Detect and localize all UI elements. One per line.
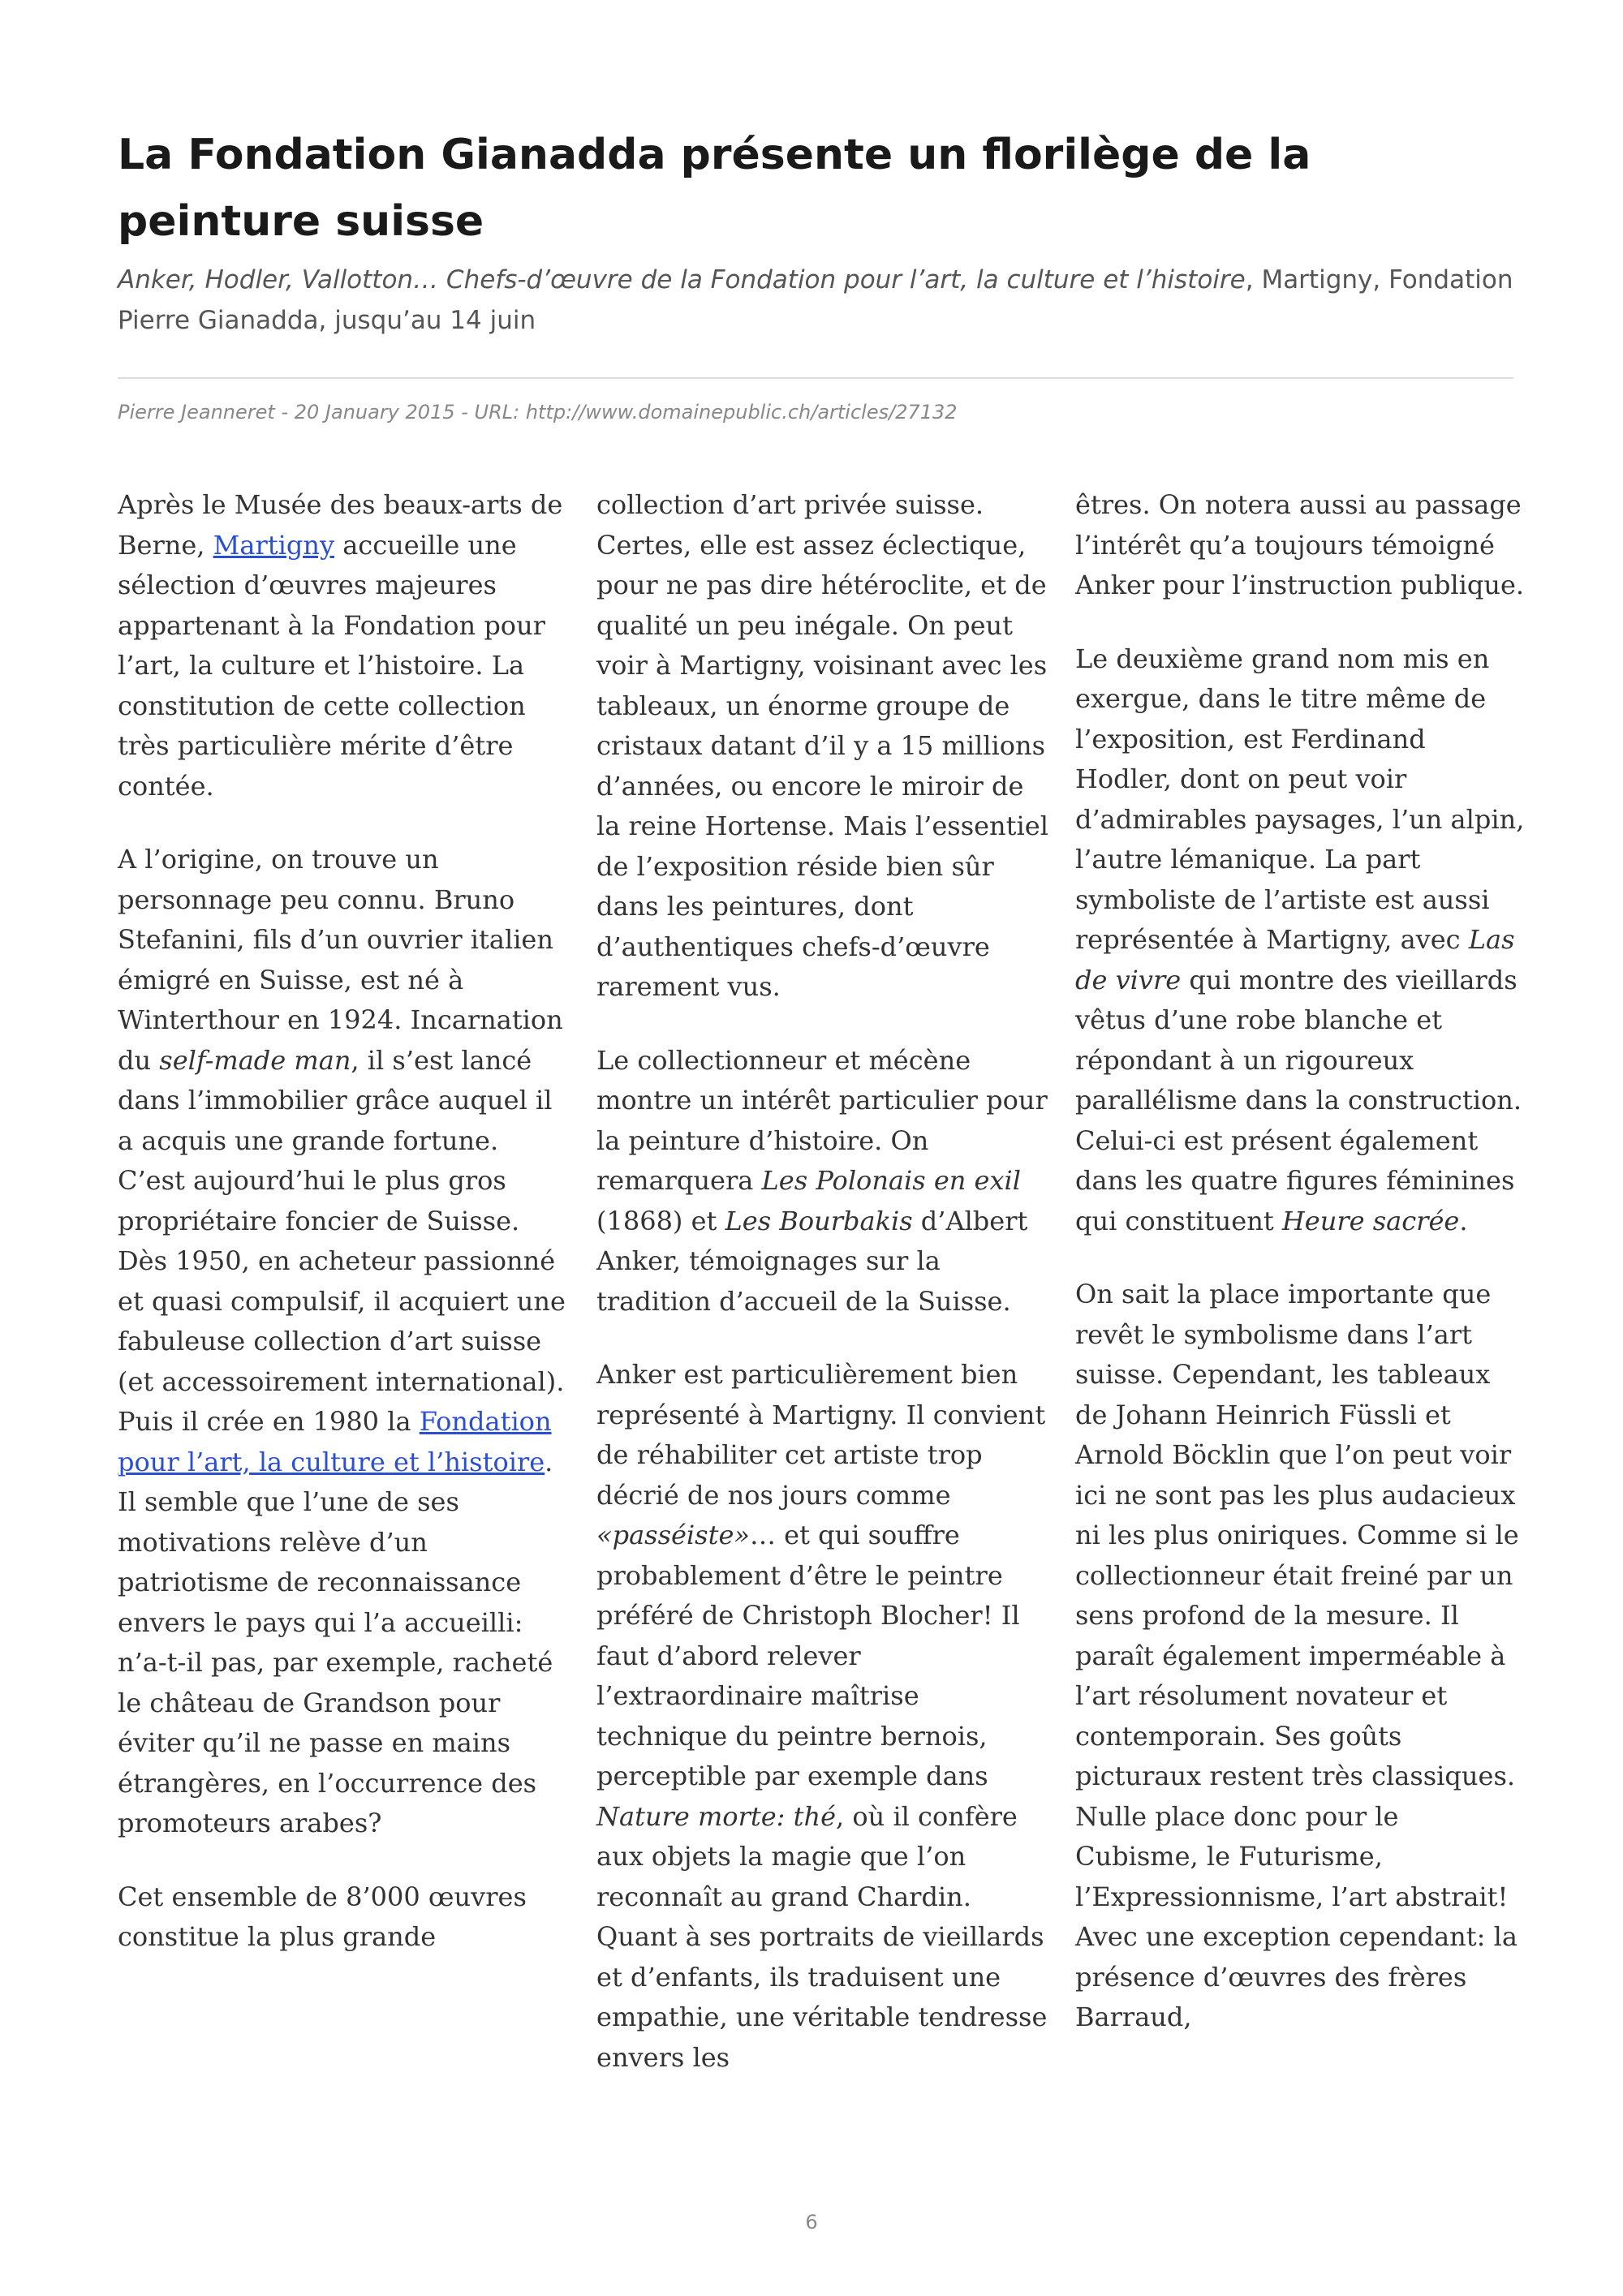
paragraph	[118, 840, 572, 1844]
paragraph: collection d’art privée suisse. Certes, elle est assez éclectique, pour ne pas dire hétéroclite, et de qualité un peu inégale. On peut voir à Martigny, voisinant avec les tableaux, un énorme groupe de cristaux datant d’il y a 15 millions d’années, ou encore le miroir de la reine Hortense. Mais l’essentiel de l’exposition réside bien sûr dans les peintures, dont d’authentiques chefs-d’œuvre rarement vus.	[596, 489, 1048, 1002]
text-run: , où il confère aux objets la magie que l’on reconnaît au grand Chardin. Quant à ses portraits de vieillards et d’enfants, ils traduisent une empathie, une véritable tendresse envers les	[596, 1800, 1048, 2073]
paragraph: On sait la place importante que revêt le symbolisme dans l’art suisse. Cependant, les tableaux de Johann Heinrich Füssli et Arnold Böcklin que l’on peut voir ici ne sont pas les plus audacieux ni les plus oniriques. Comme si le collectionneur était freiné par un sens profond de la mesure. Il paraît également imperméable à l’art résolument novateur et contemporain. Ses goûts picturaux restent très classiques. Nulle place donc pour le Cubisme, le Futurisme, l’Expressionnisme, l’art abstrait! Avec une exception cependant: la présence d’œuvres des frères Barraud,	[1075, 1279, 1519, 2032]
martigny-link[interactable]: Martigny	[213, 529, 335, 561]
exhibition-name: Anker, Hodler, Vallotton… Chefs-d’œuvre de la Fondation pour l’art, la culture et l’histoire	[118, 265, 1246, 295]
text-run: Le deuxième grand nom mis en exergue, dans le titre même de l’exposition, est Ferdinand Hodler, dont on peut voir d’admirables paysages, l’un alpin, l’autre lémanique. La part symboliste de l’artiste est aussi représentée à Martigny, avec	[1075, 643, 1525, 955]
emphasis: Les Polonais en exil	[761, 1165, 1021, 1196]
fondation-link[interactable]: Fondation pour l’art, la culture et l’histoire	[118, 1406, 552, 1477]
emphasis: Las de vivre	[1075, 924, 1515, 995]
emphasis: Nature morte: thé	[596, 1800, 837, 1832]
text-run: .	[1459, 1205, 1468, 1236]
paragraph	[1075, 639, 1530, 1242]
text-run: d’Albert Anker, témoignages sur la tradition d’accueil de la Suisse.	[596, 1205, 1028, 1317]
paragraph	[118, 485, 572, 806]
page-number: 6	[805, 2211, 818, 2234]
text-run: Anker est particulièrement bien représenté à Martigny. Il convient de réhabiliter cet artiste trop décrié de nos jours comme	[596, 1359, 1046, 1511]
column-1	[118, 485, 572, 1991]
column-2	[596, 485, 1051, 2111]
column-3	[1075, 485, 1530, 2071]
paragraph	[596, 1355, 1051, 2078]
text-run: . Il semble que l’une de ses motivations relève d’un patriotisme de reconnaissance envers le pays qui l’a accueilli: n’a-t-il pas, par exemple, racheté le château de Grandson pour éviter qu’il ne passe en mains étrangères, en l’occurrence des promoteurs arabes?	[118, 1446, 553, 1838]
emphasis: «passéiste»	[596, 1520, 750, 1550]
text-run: Après le Musée des beaux-arts de Berne,	[118, 489, 563, 561]
text-run: A l’origine, on trouve un personnage peu connu. Bruno Stefanini, fils d’un ouvrier italien émigré en Suisse, est né à Winterthour en 1924. Incarnation du	[118, 844, 563, 1076]
paragraph: Cet ensemble de 8’000 œuvres constitue la plus grande	[118, 1881, 527, 1952]
emphasis: self-made man	[159, 1044, 351, 1076]
article-meta: Pierre Jeanneret - 20 January 2015 - URL: http://www.domainepublic.ch/articles/27132	[118, 401, 958, 424]
text-run: qui montre des vieillards vêtus d’une robe blanche et répondant à un rigoureux parallélisme dans la construction. Celui-ci est présent également dans les quatre figures féminines qui constituent	[1075, 964, 1522, 1236]
text-run: Le collectionneur et mécène montre un intérêt particulier pour la peinture d’histoire. On remarquera	[596, 1044, 1048, 1196]
emphasis: Les Bourbakis	[725, 1205, 913, 1236]
emphasis: Heure sacrée	[1281, 1205, 1460, 1236]
article-subtitle	[118, 260, 1513, 341]
text-run: , il s’est lancé dans l’immobilier grâce auquel il a acquis une grande fortune. C’est aujourd’hui le plus gros propriétaire foncier de Suisse. Dès 1950, en acheteur passionné et quasi compulsif, il acquiert une fabuleuse collection d’art suisse (et accessoirement international). Puis il crée en 1980 la	[118, 1044, 566, 1437]
article-title: La Fondation Gianadda présente un florilège de la peinture suisse	[118, 131, 1311, 246]
text-run: accueille une sélection d’œuvres majeures appartenant à la Fondation pour l’art, la culture et l’histoire. La constitution de cette collection très particulière mérite d’être contée.	[118, 529, 545, 802]
paragraph: êtres. On notera aussi au passage l’intérêt qu’a toujours témoigné Anker pour l’instruction publique.	[1075, 489, 1525, 600]
paragraph	[596, 1041, 1051, 1322]
exhibition-venue: , Martigny, Fondation Pierre Gianadda, jusqu’au 14 juin	[118, 265, 1513, 335]
text-run: … et qui souffre probablement d’être le peintre préféré de Christoph Blocher! Il faut d’abord relever l’extraordinaire maîtrise technique du peintre bernois, perceptible par exemple dans	[596, 1520, 1020, 1791]
text-run: (1868) et	[596, 1205, 725, 1236]
header-divider	[118, 377, 1513, 379]
